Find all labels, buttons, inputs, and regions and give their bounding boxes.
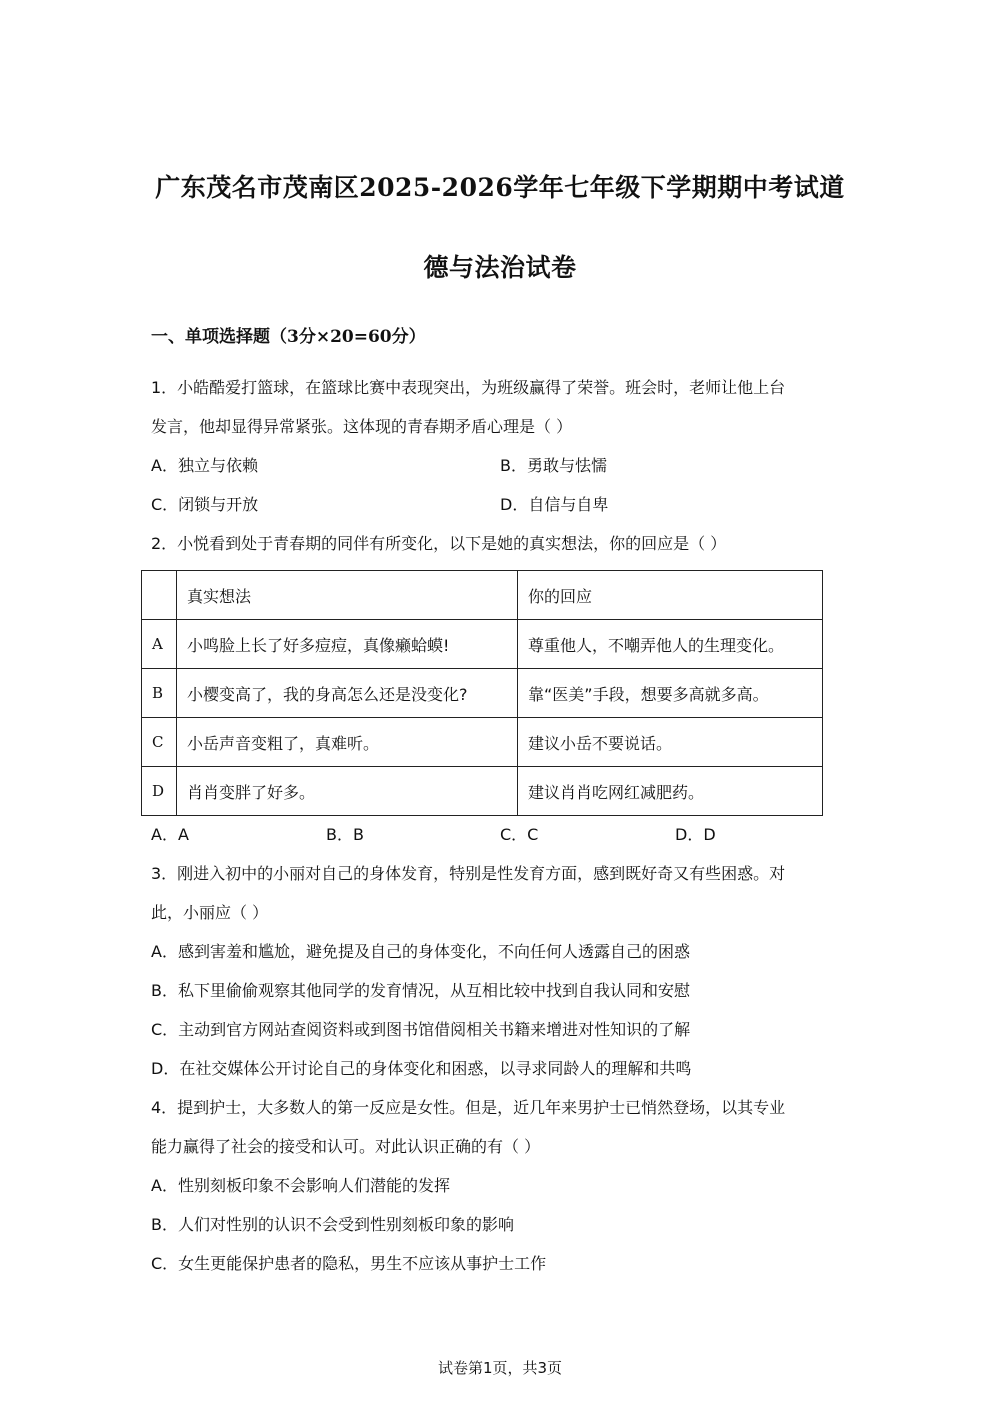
- table-header-thought: 真实想法: [177, 571, 518, 620]
- q4-stem-line1: 4．提到护士，大多数人的第一反应是女性。但是，近几年来男护士已悄然登场，以其专业: [151, 1098, 786, 1117]
- row-response: 尊重他人，不嘲弄他人的生理变化。: [518, 620, 823, 669]
- q3-option-a: A．感到害羞和尴尬，避免提及自己的身体变化，不向任何人透露自己的困惑: [151, 942, 690, 961]
- table-header-letter: [142, 571, 177, 620]
- row-letter: B: [142, 669, 177, 718]
- q4-option-c: C．女生更能保护患者的隐私，男生不应该从事护士工作: [151, 1254, 547, 1273]
- table-row: [142, 767, 823, 816]
- table-row: [142, 669, 823, 718]
- q4-option-a: A．性别刻板印象不会影响人们潜能的发挥: [151, 1176, 450, 1195]
- row-thought: 小鸣脸上长了好多痘痘，真像癞蛤蟆!: [177, 620, 518, 669]
- row-letter: A: [142, 620, 177, 669]
- q4-option-b: B．人们对性别的认识不会受到性别刻板印象的影响: [151, 1215, 514, 1234]
- q2-stem: 2．小悦看到处于青春期的同伴有所变化，以下是她的真实想法，你的回应是（ ）: [151, 534, 727, 553]
- row-thought: 肖肖变胖了好多。: [177, 767, 518, 816]
- q2-option-a: A．A: [151, 825, 189, 844]
- q2-option-c: C．C: [500, 825, 539, 844]
- exam-title-line2: 德与法治试卷: [423, 253, 577, 282]
- table-header-row: [142, 571, 823, 620]
- section-heading: 一、单项选择题（3分×20=60分）: [151, 327, 426, 347]
- q3-stem-line1: 3．刚进入初中的小丽对自己的身体发育，特别是性发育方面，感到既好奇又有些困惑。对: [151, 864, 786, 883]
- q1-option-c: C．闭锁与开放: [151, 495, 259, 514]
- q2-option-b: B．B: [326, 825, 364, 844]
- table-row: [142, 718, 823, 767]
- q2-option-d: D．D: [675, 825, 716, 844]
- row-letter: D: [142, 767, 177, 816]
- table-header-response: 你的回应: [518, 571, 823, 620]
- q3-stem-line2: 此，小丽应（ ）: [151, 903, 269, 922]
- row-response: 建议小岳不要说话。: [518, 718, 823, 767]
- q1-option-d: D．自信与自卑: [500, 495, 609, 514]
- q1-stem-line2: 发言，他却显得异常紧张。这体现的青春期矛盾心理是（ ）: [151, 417, 573, 436]
- q1-option-a: A．独立与依赖: [151, 456, 258, 475]
- row-thought: 小樱变高了，我的身高怎么还是没变化?: [177, 669, 518, 718]
- table-row: [142, 620, 823, 669]
- q1-stem-line1: 1．小皓酷爱打篮球，在篮球比赛中表现突出，为班级赢得了荣誉。班会时，老师让他上台: [151, 378, 786, 397]
- row-response: 建议肖肖吃网红减肥药。: [518, 767, 823, 816]
- row-thought: 小岳声音变粗了，真难听。: [177, 718, 518, 767]
- page-footer: 试卷第1页，共3页: [437, 1359, 563, 1377]
- exam-title-line1: 广东茂名市茂南区2025-2026学年七年级下学期期中考试道: [155, 173, 845, 202]
- q3-option-c: C．主动到官方网站查阅资料或到图书馆借阅相关书籍来增进对性知识的了解: [151, 1020, 691, 1039]
- q1-option-b: B．勇敢与怯懦: [500, 456, 607, 475]
- q3-option-b: B．私下里偷偷观察其他同学的发育情况，从互相比较中找到自我认同和安慰: [151, 981, 690, 1000]
- q4-stem-line2: 能力赢得了社会的接受和认可。对此认识正确的有（ ）: [151, 1137, 541, 1156]
- q3-option-d: D．在社交媒体公开讨论自己的身体变化和困惑，以寻求同龄人的理解和共鸣: [151, 1059, 692, 1078]
- q2-table: [141, 570, 823, 816]
- row-letter: C: [142, 718, 177, 767]
- row-response: 靠“医美”手段，想要多高就多高。: [518, 669, 823, 718]
